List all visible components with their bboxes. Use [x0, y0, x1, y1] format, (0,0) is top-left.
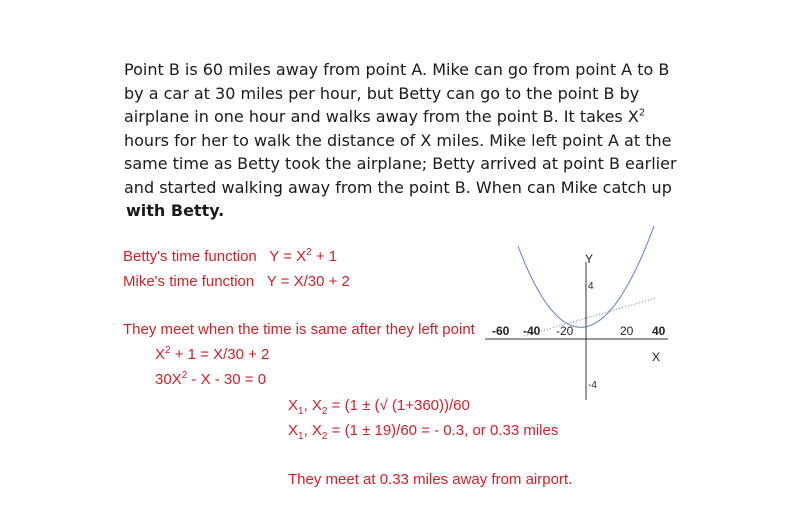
problem-line: Point B is 60 miles away from point A. Mike can go from point A to B — [124, 60, 670, 79]
mike-line — [524, 298, 656, 336]
meet-statement: They meet when the time is same after they left point — [123, 321, 475, 338]
y-tick-label: 4 — [588, 281, 594, 292]
problem-line: and started walking away from the point B. When can Mike catch up — [124, 177, 672, 197]
problem-line: by a car at 30 miles per hour, but Betty can go to the point B by — [124, 83, 640, 103]
problem-line: with Betty. — [126, 201, 225, 220]
y-axis-label: Y — [585, 252, 594, 266]
x-tick-label: -60 — [492, 324, 510, 338]
problem-line: same time as Betty took the airplane; Betty arrived at point B earlier — [124, 154, 677, 173]
conclusion: They meet at 0.33 miles away from airport. — [288, 471, 573, 488]
y-tick-label: -4 — [588, 380, 597, 391]
betty-function: Betty's time function $Y = X^2 + 1$ — [123, 247, 338, 265]
solution-formula: $X_1$, $X_2 = (1$ ± (√ (1+360))/60 — [288, 397, 470, 417]
x-tick-label: 20 — [620, 324, 634, 338]
solution-values: $X_1$, $X_2 = (1 \pm 19)/60$ = - 0.3, or 0.33 miles — [288, 422, 559, 442]
problem-line: hours for her to walk the distance of X miles. Mike left point A at the — [124, 130, 672, 150]
x-tick-label: 40 — [652, 324, 666, 338]
x-axis-label: X — [652, 350, 661, 364]
problem-line: airplane in one hour and walks away from the point B. It takes $X^2$ — [124, 107, 646, 126]
mike-function: Mike's time function Y = X/30 + 2 — [123, 273, 350, 290]
x-tick-label: -40 — [523, 324, 541, 338]
x-tick-label: -20 — [556, 324, 574, 338]
equation-2: $30X^2 - X - 30 = 0$ — [155, 370, 267, 388]
equation-1: $X^2 + 1 = X/30 + 2$ — [155, 345, 270, 363]
